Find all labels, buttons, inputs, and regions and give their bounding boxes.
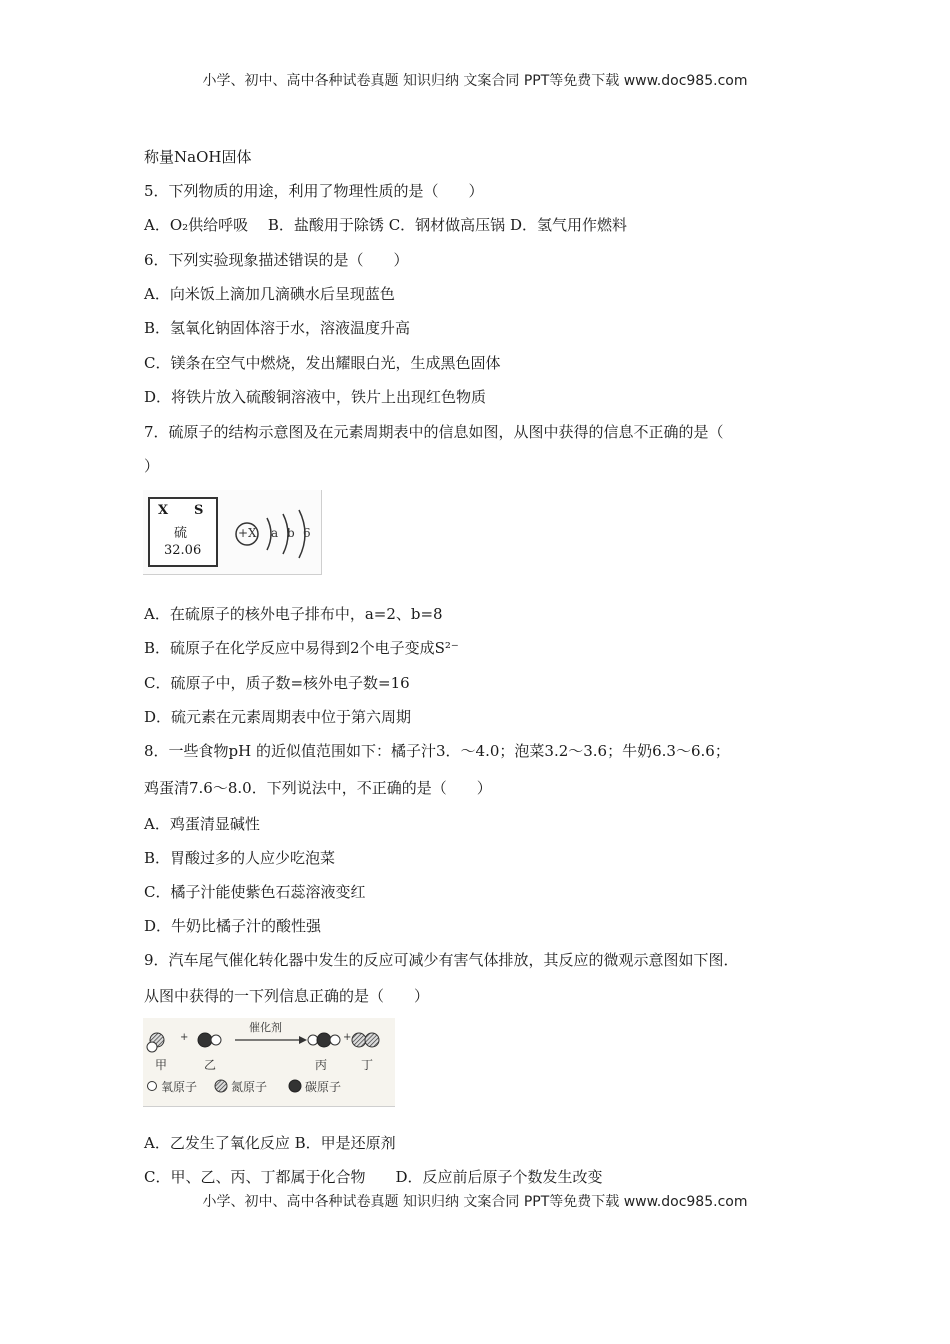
sulfur-figure	[143, 490, 322, 575]
question-6: 6．下列实验现象描述错误的是（ ）	[144, 251, 409, 269]
q7-option-c: C．硫原子中，质子数=核外电子数=16	[144, 674, 410, 692]
page-header: 小学、初中、高中各种试卷真题 知识归纳 文案合同 PPT等免费下载 www.doc985.com	[202, 73, 748, 89]
q9-options-cd: C．甲、乙、丙、丁都属于化合物 D．反应前后原子个数发生改变	[144, 1168, 603, 1186]
card-mass: 32.06	[164, 543, 202, 558]
q8-option-b: B．胃酸过多的人应少吃泡菜	[144, 849, 336, 867]
q6-option-a: A．向米饭上滴加几滴碘水后呈现蓝色	[144, 285, 395, 303]
q7-option-b: B．硫原子在化学反应中易得到2个电子变成S²⁻	[144, 639, 459, 657]
question-7: 7．硫原子的结构示意图及在元素周期表中的信息如图，从图中获得的信息不正确的是（	[144, 423, 724, 441]
label-jia: 甲	[155, 1058, 168, 1072]
nucleus-label: +X	[238, 526, 257, 540]
q6-option-b: B．氢氧化钠固体溶于水，溶液温度升高	[144, 319, 411, 337]
q8-option-d: D．牛奶比橘子汁的酸性强	[144, 917, 322, 935]
catalyst-label: 催化剂	[249, 1021, 282, 1034]
q9-options-ab: A．乙发生了氧化反应 B．甲是还原剂	[144, 1134, 396, 1152]
card-atomic-number: X	[158, 503, 169, 518]
legend-nitrogen: 氮原子	[231, 1080, 268, 1094]
question-5: 5．下列物质的用途，利用了物理性质的是（ ）	[144, 182, 484, 200]
question-8: 8．一些食物pH 的近似值范围如下：橘子汁3．～4.0；泡菜3.2～3.6；牛奶6.3～6.6；	[144, 742, 730, 760]
reaction-figure	[143, 1018, 395, 1107]
question-9-cont: 从图中获得的一下列信息正确的是（ ）	[144, 987, 430, 1005]
question-8-cont: 鸡蛋清7.6～8.0．下列说法中，不正确的是（ ）	[144, 779, 492, 797]
label-bing: 丙	[315, 1058, 328, 1072]
label-ding: 丁	[361, 1058, 374, 1072]
shell-c-label: 6	[303, 526, 311, 540]
q6-option-d: D．将铁片放入硫酸铜溶液中，铁片上出现红色物质	[144, 388, 487, 406]
legend-carbon: 碳原子	[305, 1080, 342, 1094]
q8-option-a: A．鸡蛋清显碱性	[144, 815, 260, 833]
plus-sign-1: +	[180, 1032, 189, 1043]
plus-sign-2: +	[343, 1032, 352, 1043]
legend-oxygen: 氧原子	[161, 1080, 198, 1094]
periodic-table-card	[148, 497, 218, 567]
q5-options: A．O₂供给呼吸 B．盐酸用于除锈 C．钢材做高压锅 D．氢气用作燃料	[144, 216, 627, 234]
card-symbol: S	[194, 503, 204, 518]
page-footer: 小学、初中、高中各种试卷真题 知识归纳 文案合同 PPT等免费下载 www.doc985.com	[202, 1194, 748, 1210]
card-name: 硫	[174, 526, 188, 541]
question-9: 9．汽车尾气催化转化器中发生的反应可减少有害气体排放，其反应的微观示意图如下图．	[144, 951, 739, 969]
q6-option-c: C．镁条在空气中燃烧，发出耀眼白光，生成黑色固体	[144, 354, 501, 372]
shell-b-label: b	[287, 526, 295, 540]
shell-a-label: a	[271, 526, 279, 540]
line-nAOH: 称量NaOH固体	[144, 148, 252, 166]
label-yi: 乙	[204, 1058, 217, 1072]
q7-option-d: D．硫元素在元素周期表中位于第六周期	[144, 708, 412, 726]
q7-option-a: A．在硫原子的核外电子排布中，a=2、b=8	[144, 605, 443, 623]
q8-option-c: C．橘子汁能使紫色石蕊溶液变红	[144, 883, 366, 901]
question-7-cont: ）	[144, 457, 160, 475]
